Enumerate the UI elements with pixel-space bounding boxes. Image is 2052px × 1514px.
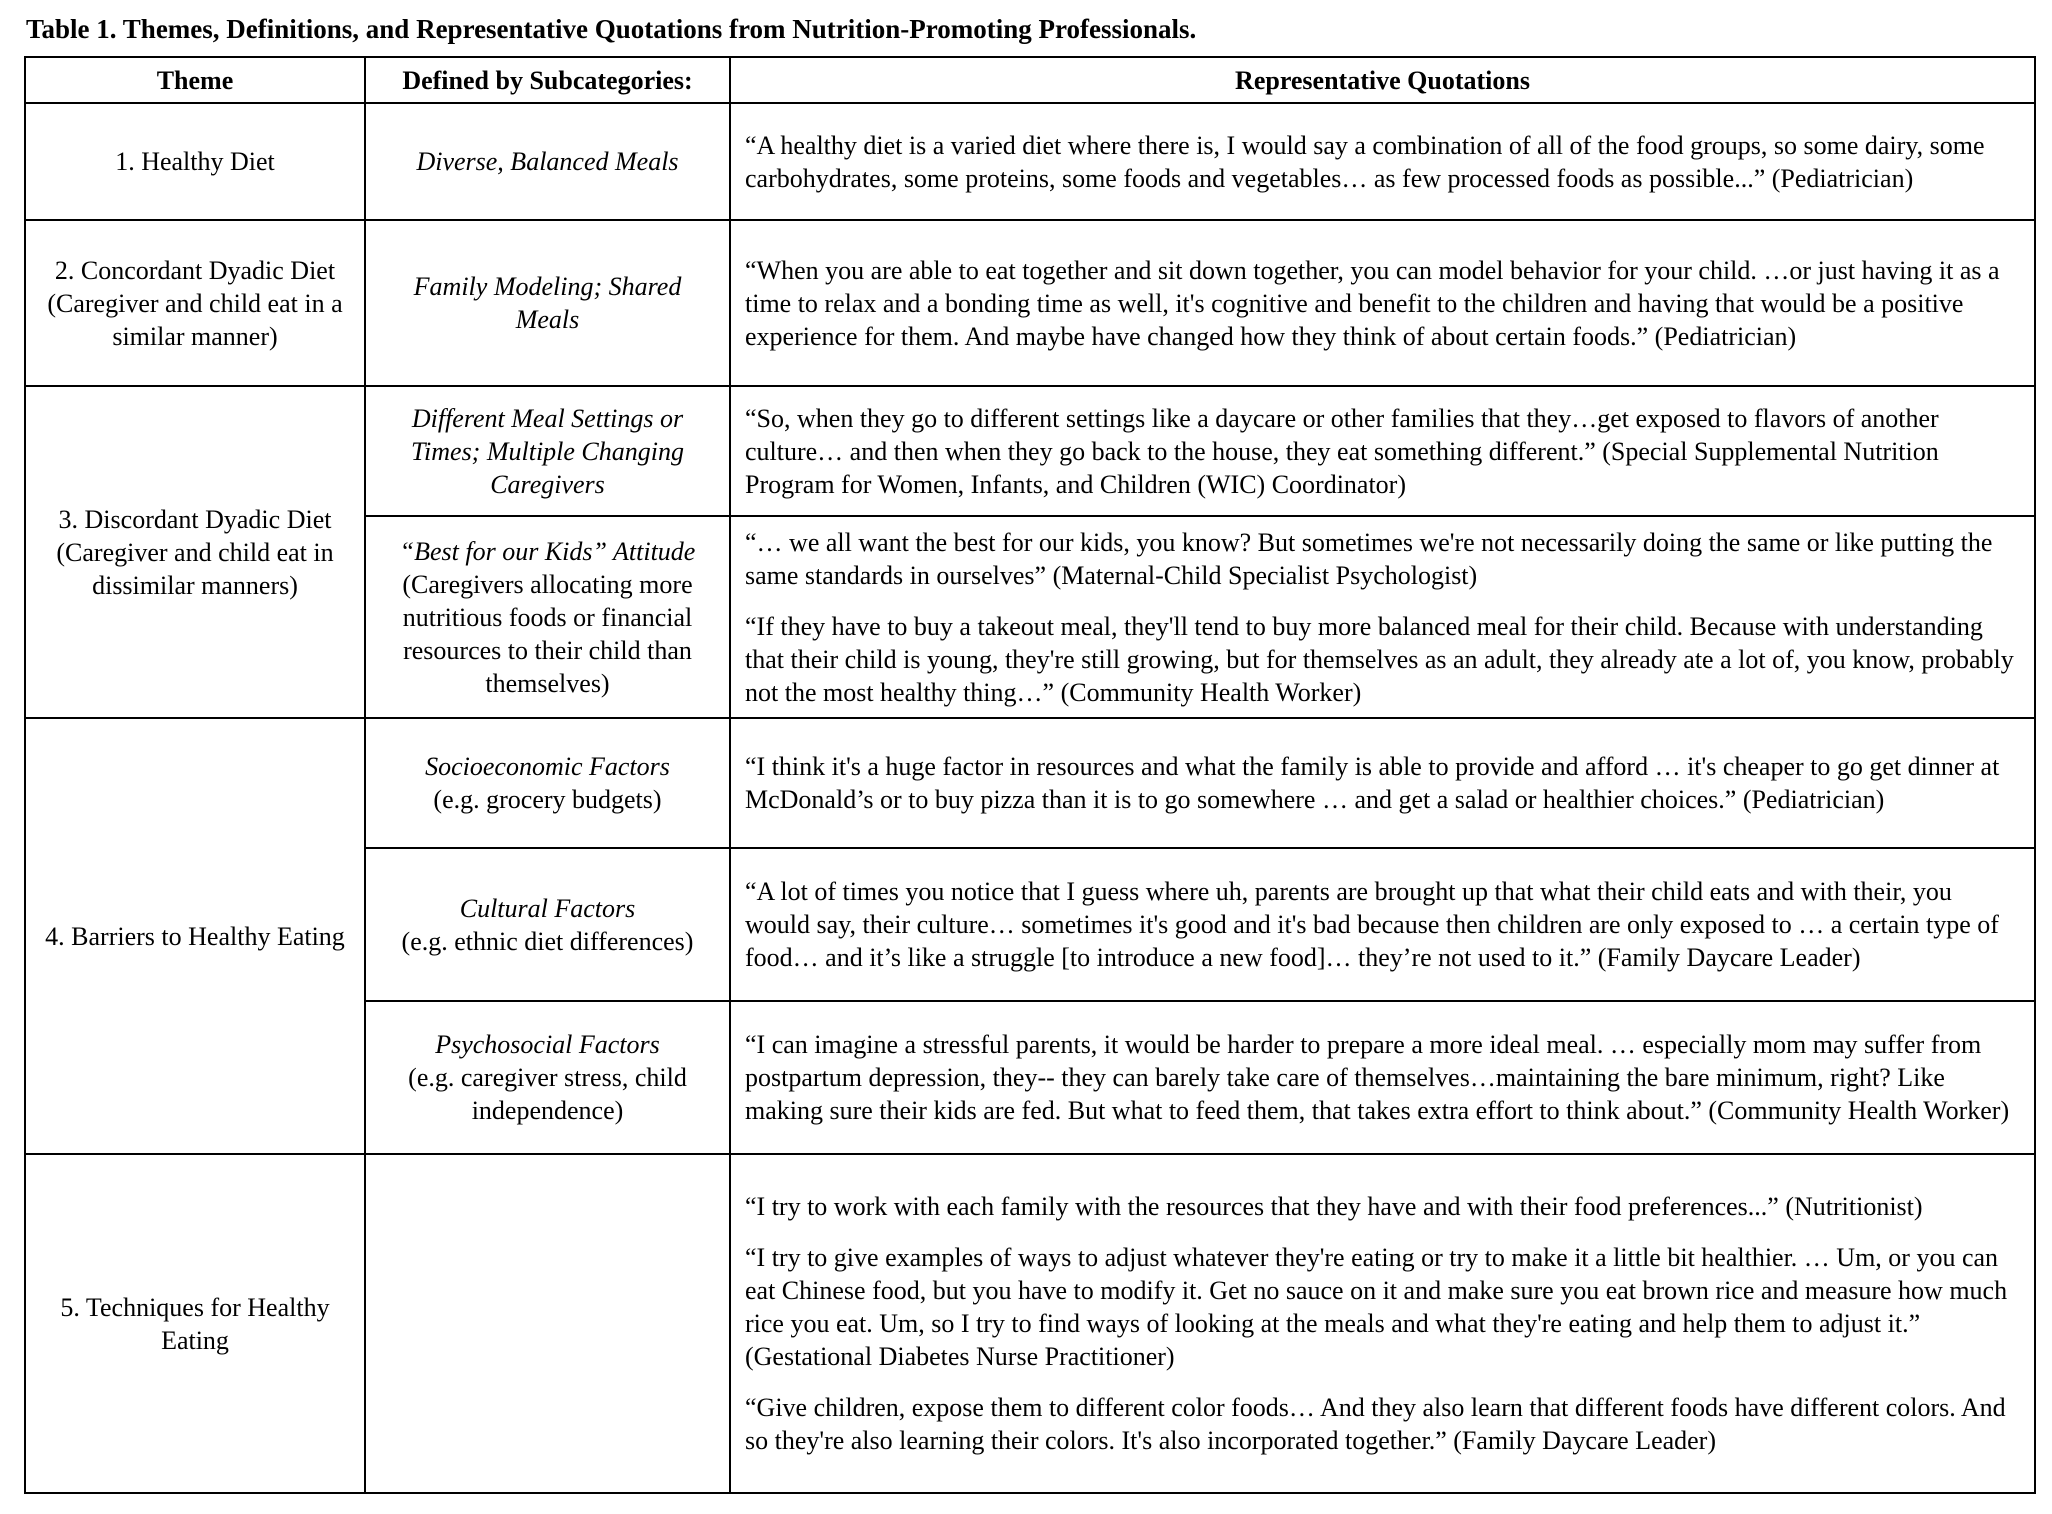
quotation: “If they have to buy a takeout meal, they'll tend to buy more balanced meal for their child. Because with understanding that their child is young, they're still growing, but for themselves as an adult, they already ate a lot of, you know, probably not the most healthy thing…” (Community Health Worker) [745, 611, 2014, 707]
quotation: “When you are able to eat together and sit down together, you can model behavior for your child. …or just having it as a time to relax and a bonding time as well, it's cognitive and benefit to the children and having that would be a positive experience for them. And maybe have changed how they think of about certain foods.” (Pediatrician) [745, 255, 2000, 351]
theme-cell [25, 386, 365, 718]
subcategory-name: Diverse, Balanced Meals [416, 147, 679, 176]
quotation: “A healthy diet is a varied diet where there is, I would say a combination of all of the food groups, so some dairy, some carbohydrates, some proteins, some foods and vegetables… as few processed foods as possible...” (Pediatrician) [745, 130, 1985, 193]
subcategory-cell [365, 516, 730, 718]
subcategory-cell [365, 1001, 730, 1154]
header-row [25, 57, 2035, 103]
quotations-header: Representative Quotations [730, 57, 2035, 103]
theme-header: Theme [25, 57, 365, 103]
quotation-cell [730, 516, 2035, 718]
theme-title: 1. Healthy Diet [115, 147, 275, 176]
quotation-cell [730, 848, 2035, 1001]
subcategory-name: Psychosocial Factors [435, 1030, 660, 1059]
subcategory-name: Socioeconomic Factors [425, 752, 670, 781]
quotation-cell [730, 103, 2035, 220]
table-row [25, 718, 2035, 848]
subcategory-detail: (e.g. caregiver stress, child independence) [408, 1063, 687, 1125]
theme-description: (Caregiver and child eat in a similar manner) [47, 288, 343, 351]
subcategory-name: Cultural Factors [459, 893, 636, 923]
theme-title: 2. Concordant Dyadic Diet [54, 255, 336, 285]
table-row [25, 103, 2035, 220]
theme-title: 4. Barriers to Healthy Eating [45, 921, 345, 951]
quotation: “I can imagine a stressful parents, it would be harder to prepare a more ideal meal. … especially mom may suffer from postpartum depression, they-- they can barely take care of themselves…maintaining the bare minimum, right? Like making sure their kids are fed. But what to feed them, that takes extra effort to think about.” (Community Health Worker) [745, 1030, 2010, 1125]
subcategory-cell [365, 718, 730, 848]
quotation: “Give children, expose them to different color foods… And they also learn that different foods have different colors. And so they're also learning their colors. It's also incorporated together.” (Family Daycare Leader) [745, 1393, 2006, 1455]
theme-description: (Caregiver and child eat in dissimilar manners) [56, 537, 334, 600]
themes-table [24, 56, 2036, 1494]
quotation-cell [730, 1154, 2035, 1493]
table-row [25, 386, 2035, 516]
quotation: “… we all want the best for our kids, you know? But sometimes we're not necessarily doing the same or like putting the same standards in ourselves” (Maternal-Child Specialist Psychologist) [745, 527, 1993, 590]
subcategory-name: “Best for our Kids” Attitude [399, 536, 696, 566]
theme-cell [25, 1154, 365, 1493]
table-row [25, 220, 2035, 386]
quotation: “I try to work with each family with the resources that they have and with their food preferences...” (Nutritionist) [745, 1192, 1923, 1221]
quotation-cell [730, 386, 2035, 516]
theme-cell [25, 718, 365, 1154]
quotation-cell [730, 1001, 2035, 1154]
quotation-cell [730, 718, 2035, 848]
theme-cell [25, 103, 365, 220]
subcategory-cell [365, 220, 730, 386]
subcategory-cell [365, 848, 730, 1001]
subcategory-cell [365, 103, 730, 220]
table-caption: Table 1. Themes, Definitions, and Representative Quotations from Nutrition-Promoting Professionals. [26, 14, 1197, 44]
quotation: “So, when they go to different settings like a daycare or other families that they…get exposed to flavors of another culture… and then when they go back to the house, they eat something different.” (Special Supplemental Nutrition Program for Women, Infants, and Children (WIC) Coordinator) [745, 403, 1939, 499]
quotation: “I think it's a huge factor in resources and what the family is able to provide and afford … it's cheaper to go get dinner at McDonald’s or to buy pizza than it is to go somewhere … and get a salad or healthier choices.” (Pediatrician) [745, 752, 2000, 814]
subcategory-detail: (e.g. grocery budgets) [433, 785, 662, 814]
quotation: “I try to give examples of ways to adjust whatever they're eating or try to make it a little bit healthier. … Um, or you can eat Chinese food, but you have to modify it. Get no sauce on it and make sure you eat brown rice and measure how much rice you eat. Um, so I try to find ways of looking at the meals and what they're eating and help them to adjust it.” (Gestational Diabetes Nurse Practitioner) [745, 1243, 2008, 1371]
subcategory-cell [365, 1154, 730, 1493]
subcategory-detail: (Caregivers allocating more nutritious foods or financial resources to their child than themselves) [402, 569, 693, 698]
subcategory-cell [365, 386, 730, 516]
subcategories-header: Defined by Subcategories: [365, 57, 730, 103]
table-row [25, 1154, 2035, 1493]
subcategory-name: Family Modeling; Shared Meals [413, 272, 682, 334]
quotation: “A lot of times you notice that I guess where uh, parents are brought up that what their child eats and with their, you would say, their culture… sometimes it's good and it's bad because then children are only exposed to … a certain type of food… and it’s like a struggle [to introduce a new food]… they’re not used to it.” (Family Daycare Leader) [745, 877, 1999, 972]
quotation-cell [730, 220, 2035, 386]
subcategory-name: Different Meal Settings or Times; Multiple Changing Caregivers [411, 403, 684, 499]
theme-title: 5. Techniques for Healthy Eating [60, 1292, 330, 1355]
theme-title: 3. Discordant Dyadic Diet [58, 504, 332, 534]
subcategory-detail: (e.g. ethnic diet differences) [401, 926, 694, 956]
theme-cell [25, 220, 365, 386]
